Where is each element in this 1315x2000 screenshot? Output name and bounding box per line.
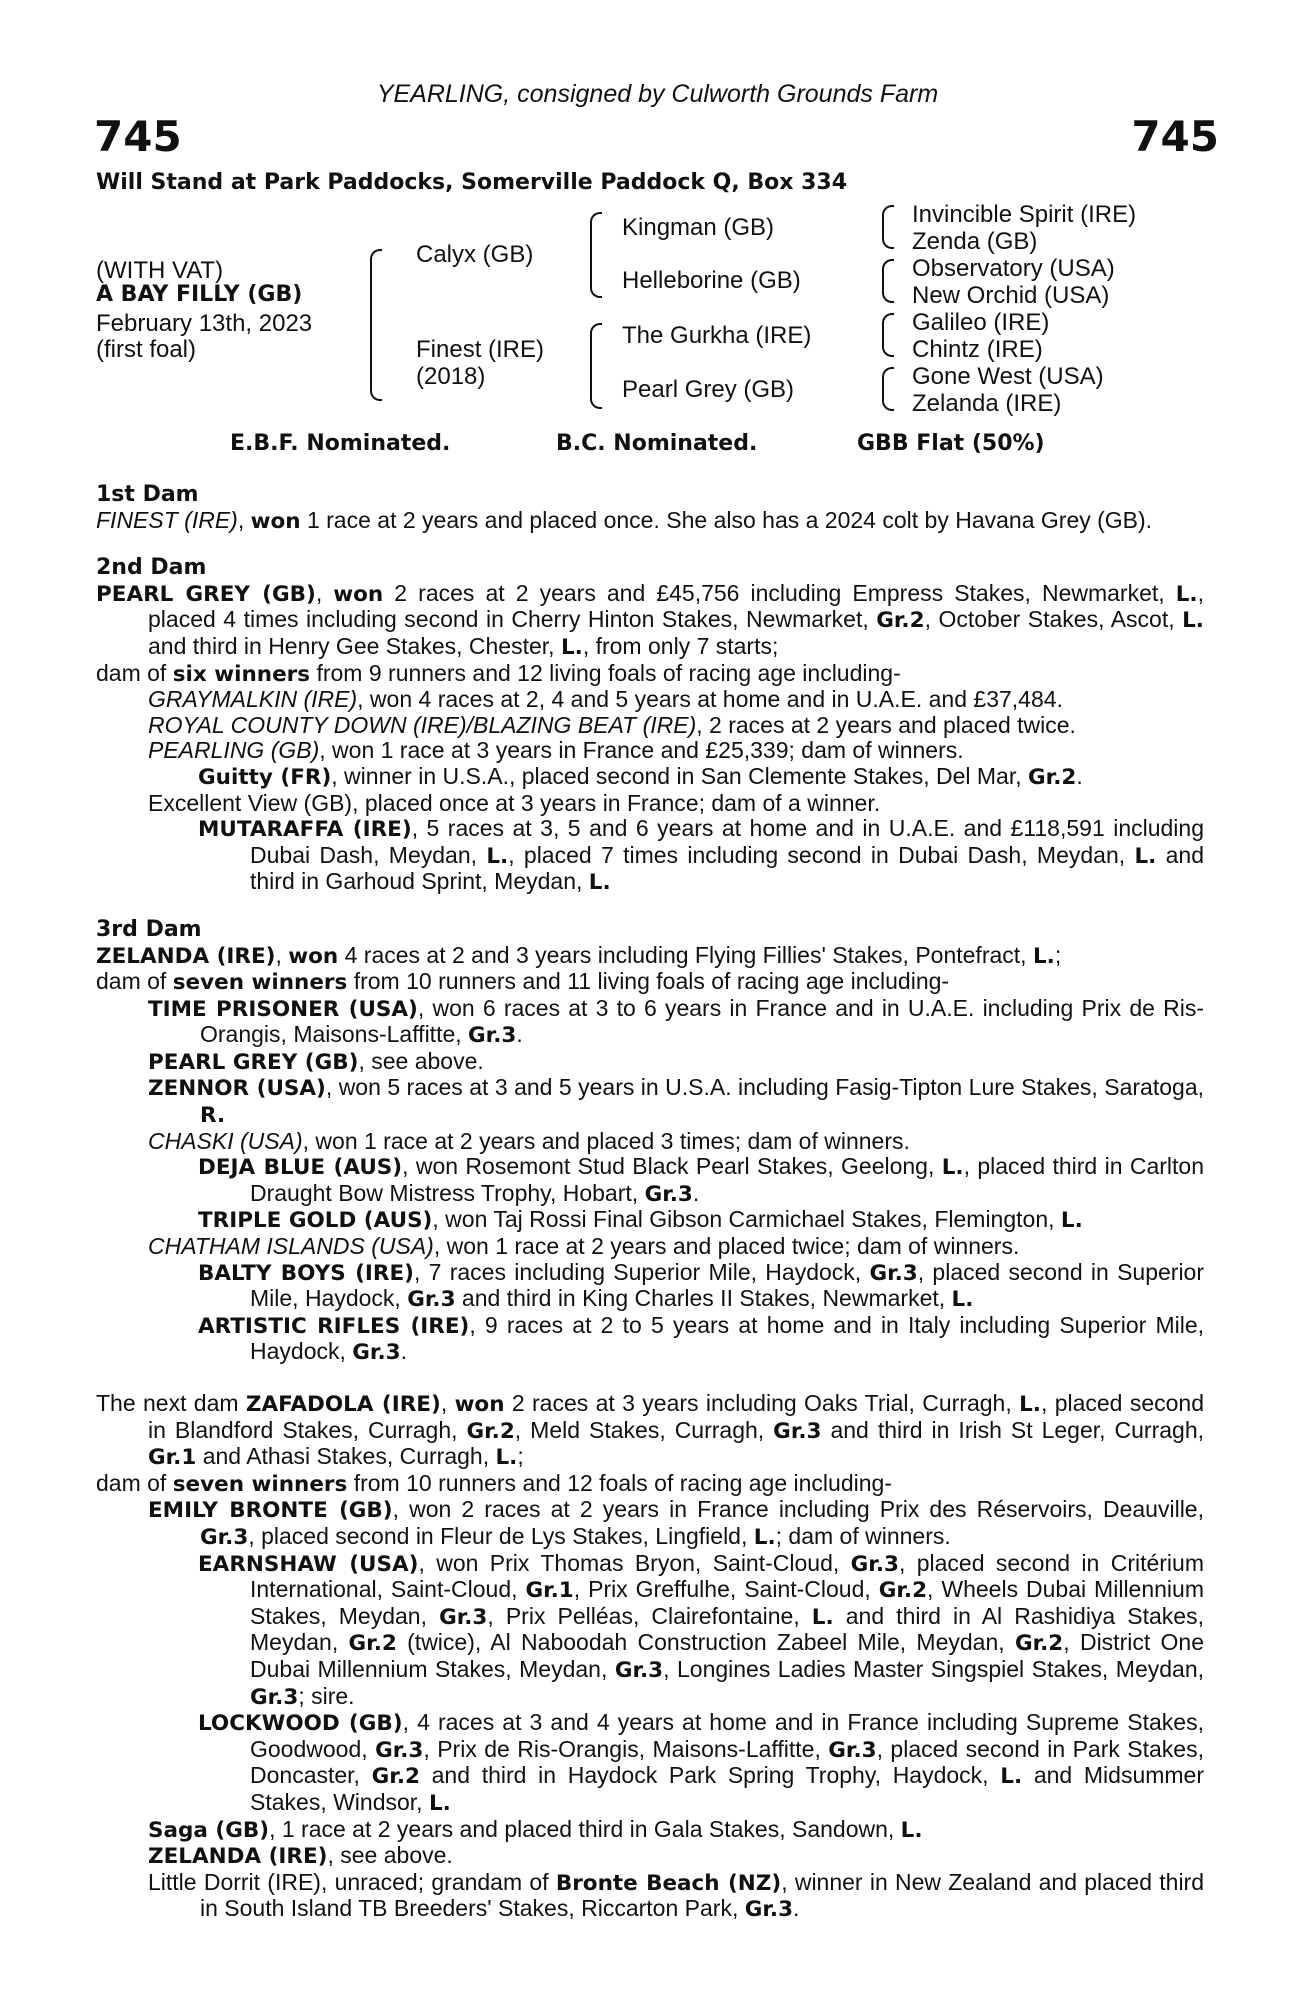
produce-chatham-islands: CHATHAM ISLANDS (USA), won 1 race at 2 years and placed twice; dam of winners. [148,1233,1020,1260]
lot-number-right: 745 [1131,112,1219,161]
brace-1 [882,205,894,249]
produce-chaski: CHASKI (USA), won 1 race at 2 years and placed 3 times; dam of winners. [148,1127,910,1154]
third-dam-heading: 3rd Dam [96,916,202,942]
produce-balty-boys: BALTY BOYS (IRE), 7 races including Superior Mile, Haydock, Gr.3, placed second in Superior Mile, Haydock, Gr.3 and third in King Charles II Stakes, Newmarket, L. [198,1258,1205,1313]
produce-graymalkin: GRAYMALKIN (IRE), won 4 races at 2, 4 and 5 years at home and in U.A.E. and £37,484. [148,686,1063,713]
sire-brace [590,212,602,298]
ancestor-8: Zelanda (IRE) [912,390,1062,417]
gbb-flat: GBB Flat (50%) [857,431,1045,456]
ebf-nomination: E.B.F. Nominated. [230,431,451,456]
foal-note: (first foal) [96,336,197,363]
dam-brace [590,323,602,409]
ancestor-5: Galileo (IRE) [912,309,1050,336]
produce-zennor: ZENNOR (USA), won 5 races at 3 and 5 years in U.S.A. including Fasig-Tipton Lure Stakes, Saratoga, R. [148,1074,1204,1129]
next-dam-entry: The next dam ZAFADOLA (IRE), won 2 races at 3 years including Oaks Trial, Curragh, L., placed second in Blandford Stakes, Curragh, Gr.2, Meld Stakes, Curragh, Gr.3 and third in Irish St Leger, Curragh, Gr.1 and Athasi Stakes, Curragh, L.; [96,1390,1204,1471]
sire-dam: Helleborine (GB) [622,267,801,294]
first-dam-entry: FINEST (IRE), won 1 race at 2 years and placed once. She also has a 2024 colt by Havana Grey (GB). [96,506,1153,534]
brace-2 [882,259,894,303]
produce-royal-county-down: ROYAL COUNTY DOWN (IRE)/BLAZING BEAT (IRE), 2 races at 2 years and placed twice. [148,711,1076,738]
bc-nomination: B.C. Nominated. [556,431,758,456]
foaling-date: February 13th, 2023 [96,310,313,337]
catalogue-body [96,482,1204,1923]
dam-sire: The Gurkha (IRE) [622,322,812,349]
sire-name: Calyx (GB) [416,241,534,268]
produce-emily-bronte: EMILY BRONTE (GB), won 2 races at 2 years in France including Prix des Réservoirs, Deauville, Gr.3, placed second in Fleur de Lys Stakes, Lingfield, L.; dam of winners. [148,1496,1204,1550]
brace-3 [882,313,894,357]
second-dam-produce-summary: dam of six winners from 9 runners and 12 living foals of racing age including- [96,659,901,687]
next-dam-produce-summary: dam of seven winners from 10 runners and 12 foals of racing age including- [96,1469,892,1497]
dam-dam: Pearl Grey (GB) [622,376,795,403]
produce-earnshaw: EARNSHAW (USA), won Prix Thomas Bryon, Saint-Cloud, Gr.3, placed second in Critérium International, Saint-Cloud, Gr.1, Prix Greffulhe, Saint-Cloud, Gr.2, Wheels Dubai Millennium Stakes, Meydan, Gr.3, Prix Pelléas, Clairefontaine, L. and third in Al Rashidiya Stakes, Meydan, Gr.2 (twice), Al Naboodah Construction Zabeel Mile, Meydan, Gr.2, District One Dubai Millennium Stakes, Meydan, Gr.3, Longines Ladies Master Singspiel Stakes, Meydan, Gr.3; sire. [198,1549,1205,1710]
third-dam-entry: ZELANDA (IRE), won 4 races at 2 and 3 years including Flying Fillies' Stakes, Pontefract, L.; [96,941,1062,969]
third-dam-produce-summary: dam of seven winners from 10 runners and 11 living foals of racing age including- [96,968,950,996]
produce-zelanda: ZELANDA (IRE), see above. [148,1842,453,1870]
second-dam-entry: PEARL GREY (GB), won 2 races at 2 years and £45,756 including Empress Stakes, Newmarket, L., placed 4 times including second in Cherry Hinton Stakes, Newmarket, Gr.2, October Stakes, Ascot, L. and third in Henry Gee Stakes, Chester, L., from only 7 starts; [96,579,1204,660]
ancestor-4: New Orchid (USA) [912,282,1110,309]
produce-deja-blue: DEJA BLUE (AUS), won Rosemont Stud Black Pearl Stakes, Geelong, L., placed third in Carlton Draught Bow Mistress Trophy, Hobart, Gr.3. [198,1153,1204,1207]
sire-sire: Kingman (GB) [622,214,775,241]
produce-guitty: Guitty (FR), winner in U.S.A., placed second in San Clemente Stakes, Del Mar, Gr.2. [198,762,1083,790]
produce-pearling: PEARLING (GB), won 1 race at 3 years in France and £25,339; dam of winners. [148,737,964,764]
produce-time-prisoner: TIME PRISONER (USA), won 6 races at 3 to 6 years in France and in U.A.E. including Prix de Ris-Orangis, Maisons-Laffitte, Gr.3. [148,994,1204,1049]
ancestor-2: Zenda (GB) [912,228,1038,255]
brace-4 [882,367,894,411]
consignor-subtitle: YEARLING, consigned by Culworth Grounds Farm [376,80,939,108]
stand-location: Will Stand at Park Paddocks, Somerville Paddock Q, Box 334 [96,170,848,195]
lot-title: A BAY FILLY (GB) [96,282,303,307]
ancestor-7: Gone West (USA) [912,363,1104,390]
ancestor-1: Invincible Spirit (IRE) [912,201,1137,228]
ancestor-6: Chintz (IRE) [912,336,1043,363]
dam-name: Finest (IRE) [416,336,545,363]
produce-little-dorrit: Little Dorrit (IRE), unraced; grandam of Bronte Beach (NZ), winner in New Zealand and placed third in South Island TB Breeders' Stakes, Riccarton Park, Gr.3. [148,1868,1205,1923]
second-dam-heading: 2nd Dam [96,555,207,581]
vat-note: (WITH VAT) [96,257,224,284]
dam-year: (2018) [416,363,486,390]
produce-lockwood: LOCKWOOD (GB), 4 races at 3 and 4 years at home and in France including Supreme Stakes, Goodwood, Gr.3, Prix de Ris-Orangis, Maisons-Laffitte, Gr.3, placed second in Park Stakes, Doncaster, Gr.2 and third in Haydock Park Spring Trophy, Haydock, L. and Midsummer Stakes, Windsor, L. [198,1709,1205,1816]
sire-dam-brace [370,249,382,401]
ancestor-3: Observatory (USA) [912,255,1115,282]
produce-artistic-rifles: ARTISTIC RIFLES (IRE), 9 races at 2 to 5 years at home and in Italy including Superior Mile, Haydock, Gr.3. [198,1311,1204,1366]
first-dam-heading: 1st Dam [96,482,199,507]
produce-mutaraffa: MUTARAFFA (IRE), 5 races at 3, 5 and 6 years at home and in U.A.E. and £118,591 including Dubai Dash, Meydan, L., placed 7 times including second in Dubai Dash, Meydan, L. and third in Garhoud Sprint, Meydan, L. [198,815,1204,896]
produce-saga: Saga (GB), 1 race at 2 years and placed third in Gala Stakes, Sandown, L. [148,1815,923,1843]
produce-triple-gold: TRIPLE GOLD (AUS), won Taj Rossi Final Gibson Carmichael Stakes, Flemington, L. [198,1206,1083,1234]
produce-excellent-view: Excellent View (GB), placed once at 3 years in France; dam of a winner. [148,789,881,816]
lot-number-left: 745 [94,112,182,161]
produce-pearl-grey: PEARL GREY (GB), see above. [148,1047,484,1075]
